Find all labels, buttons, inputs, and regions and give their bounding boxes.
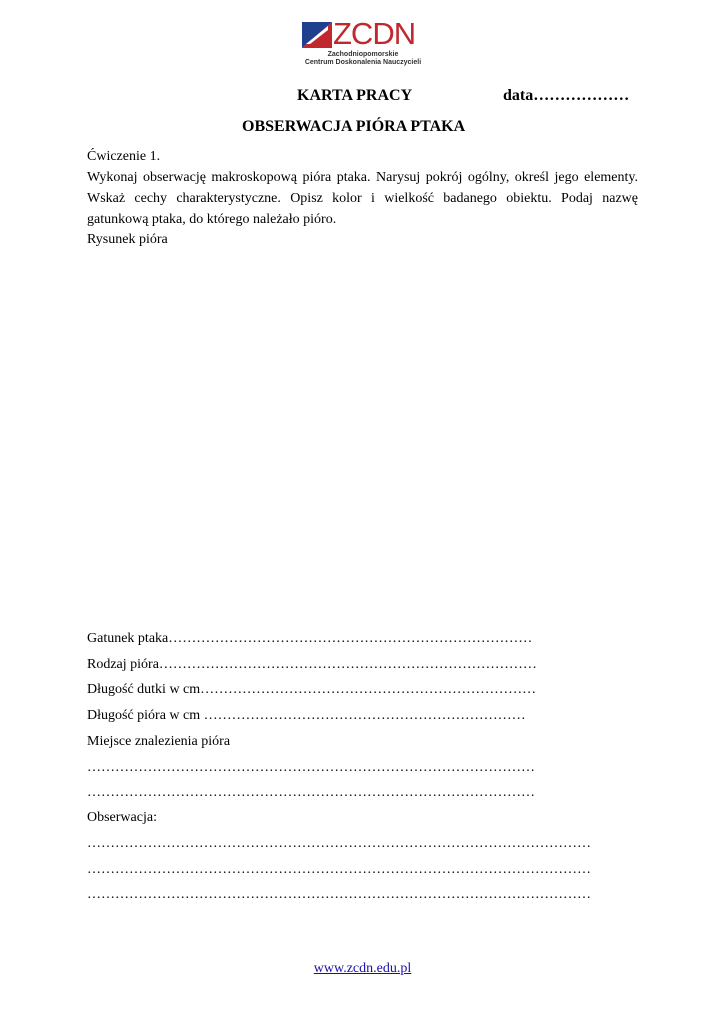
footer [0, 961, 725, 977]
exercise-instructions: Wykonaj obserwację makroskopową pióra ptaka. Narysuj pokrój ogólny, określ jego elementy. Wskaż cechy charakterystyczne. Opisz kolor i wielkość badanego obiektu. Podaj nazwę gatunkową ptaka, do którego należało pióro. [87, 170, 638, 227]
feather-length-field: Długość pióra w cm …………………………………………………………… [87, 708, 526, 723]
page-title: KARTA PRACY [297, 87, 413, 104]
page-subtitle: OBSERWACJA PIÓRA PTAKA [242, 118, 466, 135]
observation-label: Obserwacja: [87, 810, 157, 825]
quill-length-field: Długość dutki w cm……………………………………………………………… [87, 682, 537, 697]
location-line-2: …………………………………………………………………………………… [87, 785, 535, 800]
observation-line-2: ……………………………………………………………………………………………… [87, 862, 591, 877]
exercise-label: Ćwiczenie 1. [87, 149, 161, 164]
logo-brand-text: ZCDN [333, 16, 416, 51]
feather-type-field: Rodzaj pióra……………………………………………………………………… [87, 657, 537, 672]
footer-website-link[interactable]: www.zcdn.edu.pl [313, 961, 412, 976]
date-field: data……………… [503, 87, 630, 104]
location-label: Miejsce znalezienia pióra [87, 734, 231, 749]
observation-line-3: ……………………………………………………………………………………………… [87, 887, 591, 902]
logo-subtitle [302, 51, 424, 67]
location-line-1: …………………………………………………………………………………… [87, 760, 535, 775]
drawing-label: Rysunek pióra [87, 232, 168, 247]
zcdn-logo [302, 16, 424, 70]
zcdn-logo-mark-icon [302, 22, 332, 48]
observation-line-1: ……………………………………………………………………………………………… [87, 836, 591, 851]
logo-subtitle-line2: Centrum Doskonalenia Nauczycieli [304, 59, 422, 66]
logo-subtitle-line1: Zachodniopomorskie [327, 51, 399, 58]
species-field: Gatunek ptaka…………………………………………………………………… [87, 631, 533, 646]
